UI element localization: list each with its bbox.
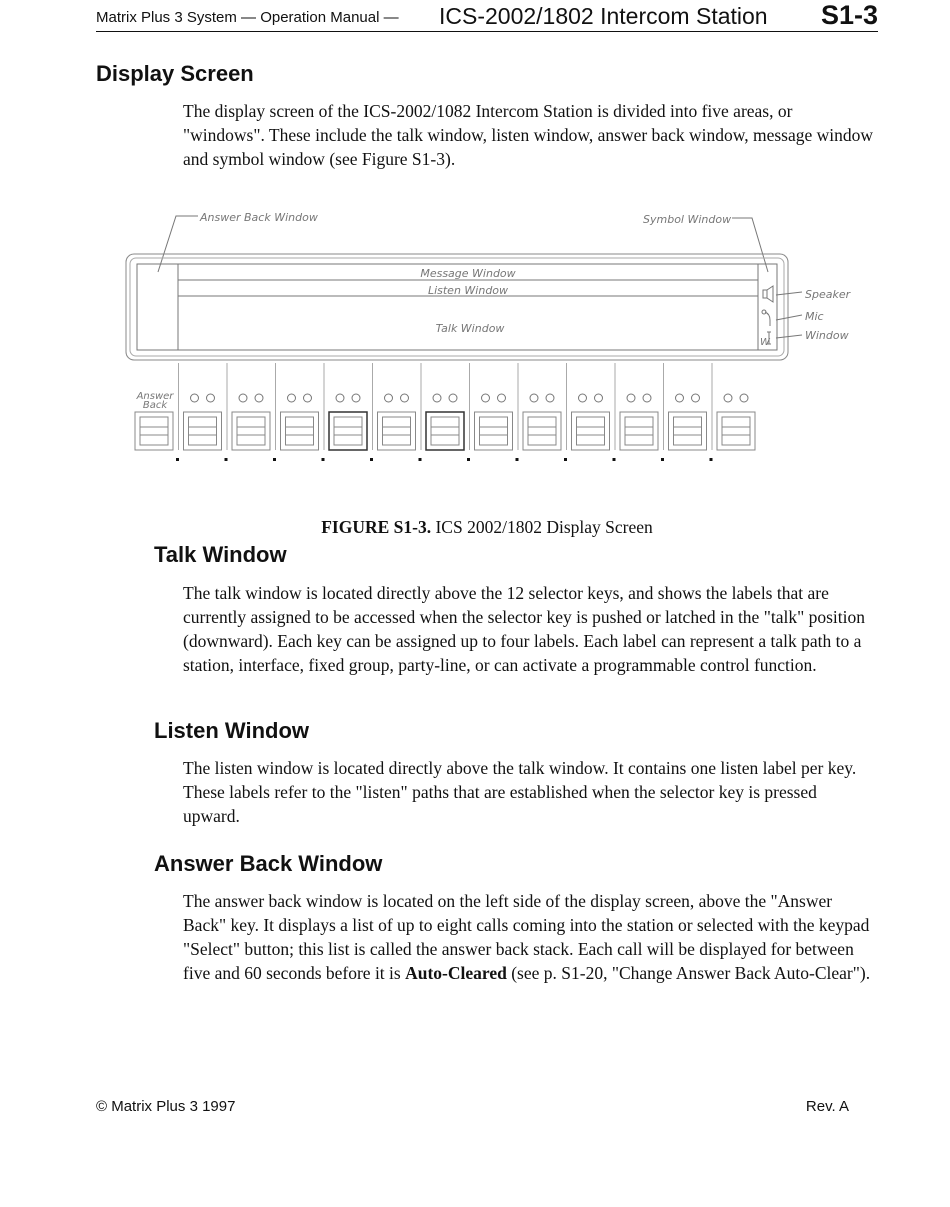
selector-key-5-face (383, 417, 411, 445)
selector-key-6-led-left (433, 394, 441, 402)
footer-revision: Rev. A (805, 1098, 849, 1115)
selector-key-3-mark (322, 458, 325, 461)
paragraph-talk-window: The talk window is located directly above the 12 selector keys, and shows the labels that are currently assigned to be accessed when the selector key is pushed or latched in the "talk" position (downward). Each key can be assigned up to four labels. Each label can represent a talk path to a station, interface, fixed group, party-line, or can activate a programmable control function. (183, 583, 866, 675)
label-listen-window: Listen Window (427, 284, 509, 297)
selector-key-4-mark (370, 458, 373, 461)
selector-key-7-led-left (482, 394, 490, 402)
selector-key-2 (232, 412, 270, 450)
label-mic: Mic (805, 310, 824, 323)
selector-key-10 (620, 412, 658, 450)
selector-key-11-mark (710, 458, 713, 461)
label-speaker: Speaker (805, 288, 851, 301)
selector-key-8 (523, 412, 561, 450)
selector-key-9-face (577, 417, 605, 445)
answer-back-key (135, 412, 173, 450)
selector-key-4 (329, 412, 367, 450)
selector-key-5 (378, 412, 416, 450)
display-screen-figure (120, 200, 860, 470)
selector-key-8-led-left (530, 394, 538, 402)
selector-key-8-led-right (546, 394, 554, 402)
header-manual-title: Matrix Plus 3 System — Operation Manual — (96, 9, 399, 26)
selector-key-8-mark (564, 458, 567, 461)
selector-key-10-led-left (627, 394, 635, 402)
selector-key-11-face (674, 417, 702, 445)
speaker-icon (763, 290, 767, 298)
header-section-title: ICS-2002/1802 Intercom Station (439, 3, 768, 29)
selector-key-6 (426, 412, 464, 450)
heading-talk-window: Talk Window (154, 542, 287, 567)
selector-key-3-face (286, 417, 314, 445)
paragraph-display-screen: The display screen of the ICS-2002/1082 Intercom Station is divided into five areas, or "windows". These include the talk window, listen window, answer back window, message window and symbol window (see Figure S1-3). (183, 101, 874, 169)
selector-key-9-led-right (595, 394, 603, 402)
label-talk-window: Talk Window (435, 322, 505, 335)
heading-display-screen: Display Screen (96, 61, 254, 86)
selector-key-7-mark (516, 458, 519, 461)
heading-listen-window: Listen Window (154, 718, 310, 743)
selector-key-7-led-right (498, 394, 506, 402)
selector-key-3 (281, 412, 319, 450)
selector-key-5-mark (419, 458, 422, 461)
mic-leader (776, 315, 802, 320)
selector-key-10-led-right (643, 394, 651, 402)
selector-key-11-led-right (692, 394, 700, 402)
answer-back-text-1: The answer back window is located on the left side of the display screen, above the "Answer Back" key. It displays a list of up to eight calls coming into the station or selected with the keypad "Select" button; this list is called the answer back stack. Each call will be displayed for between five and 60 seconds before it is (183, 891, 870, 983)
heading-answer-back-window: Answer Back Window (154, 851, 383, 876)
selector-key-5-led-right (401, 394, 409, 402)
answer-back-text-2: (see p. S1-20, "Change Answer Back Auto-Clear"). (506, 963, 871, 983)
selector-key-3-led-left (288, 394, 296, 402)
selector-key-9-led-left (579, 394, 587, 402)
selector-key-2-face (237, 417, 265, 445)
selector-key-7 (475, 412, 513, 450)
paragraph-answer-back-window (183, 889, 878, 985)
speaker-cone (767, 286, 773, 302)
selector-key-1-led-left (191, 394, 199, 402)
label-window: Window (805, 329, 849, 342)
caption-text: ICS 2002/1802 Display Screen (431, 517, 653, 537)
auto-cleared-term: Auto-Cleared (405, 963, 507, 983)
selector-key-1-led-right (207, 394, 215, 402)
figure-caption (0, 517, 950, 538)
label-back: Back (142, 400, 168, 411)
selector-key-12 (717, 412, 755, 450)
selector-key-9-mark (613, 458, 616, 461)
label-message-window: Message Window (420, 267, 516, 280)
selector-key-9 (572, 412, 610, 450)
selector-key-6-mark (467, 458, 470, 461)
speaker-leader (776, 292, 802, 295)
window-leader (776, 335, 802, 338)
selector-key-7-face (480, 417, 508, 445)
selector-key-3-led-right (304, 394, 312, 402)
selector-key-10-mark (661, 458, 664, 461)
selector-keys (135, 363, 755, 461)
selector-key-12-led-right (740, 394, 748, 402)
window-w-icon: W (760, 337, 770, 348)
header-rule (96, 31, 878, 32)
selector-key-4-led-right (352, 394, 360, 402)
selector-key-1 (184, 412, 222, 450)
answer-back-key-face (140, 417, 168, 445)
selector-key-6-led-right (449, 394, 457, 402)
selector-key-1-mark (225, 458, 228, 461)
selector-key-2-led-right (255, 394, 263, 402)
selector-key-12-face (722, 417, 750, 445)
selector-key-2-led-left (239, 394, 247, 402)
label-answer-back-window: Answer Back Window (200, 211, 318, 224)
answer-back-key-mark (176, 458, 179, 461)
footer-copyright: © Matrix Plus 3 1997 (96, 1098, 236, 1115)
selector-key-10-face (625, 417, 653, 445)
selector-key-6-face (431, 417, 459, 445)
label-answer: Answer (136, 391, 174, 402)
selector-key-2-mark (273, 458, 276, 461)
selector-key-8-face (528, 417, 556, 445)
selector-key-4-led-left (336, 394, 344, 402)
label-symbol-window: Symbol Window (643, 213, 732, 226)
caption-label: FIGURE S1-3. (321, 517, 432, 537)
selector-key-11 (669, 412, 707, 450)
mic-icon (765, 312, 770, 326)
paragraph-listen-window: The listen window is located directly above the talk window. It contains one listen label per key. These labels refer to the "listen" paths that are established when the selector key is pressed upward. (183, 758, 857, 826)
selector-key-11-led-left (676, 394, 684, 402)
selector-key-5-led-left (385, 394, 393, 402)
page-number: S1-3 (820, 0, 878, 30)
selector-key-4-face (334, 417, 362, 445)
selector-key-12-led-left (724, 394, 732, 402)
selector-key-1-face (189, 417, 217, 445)
